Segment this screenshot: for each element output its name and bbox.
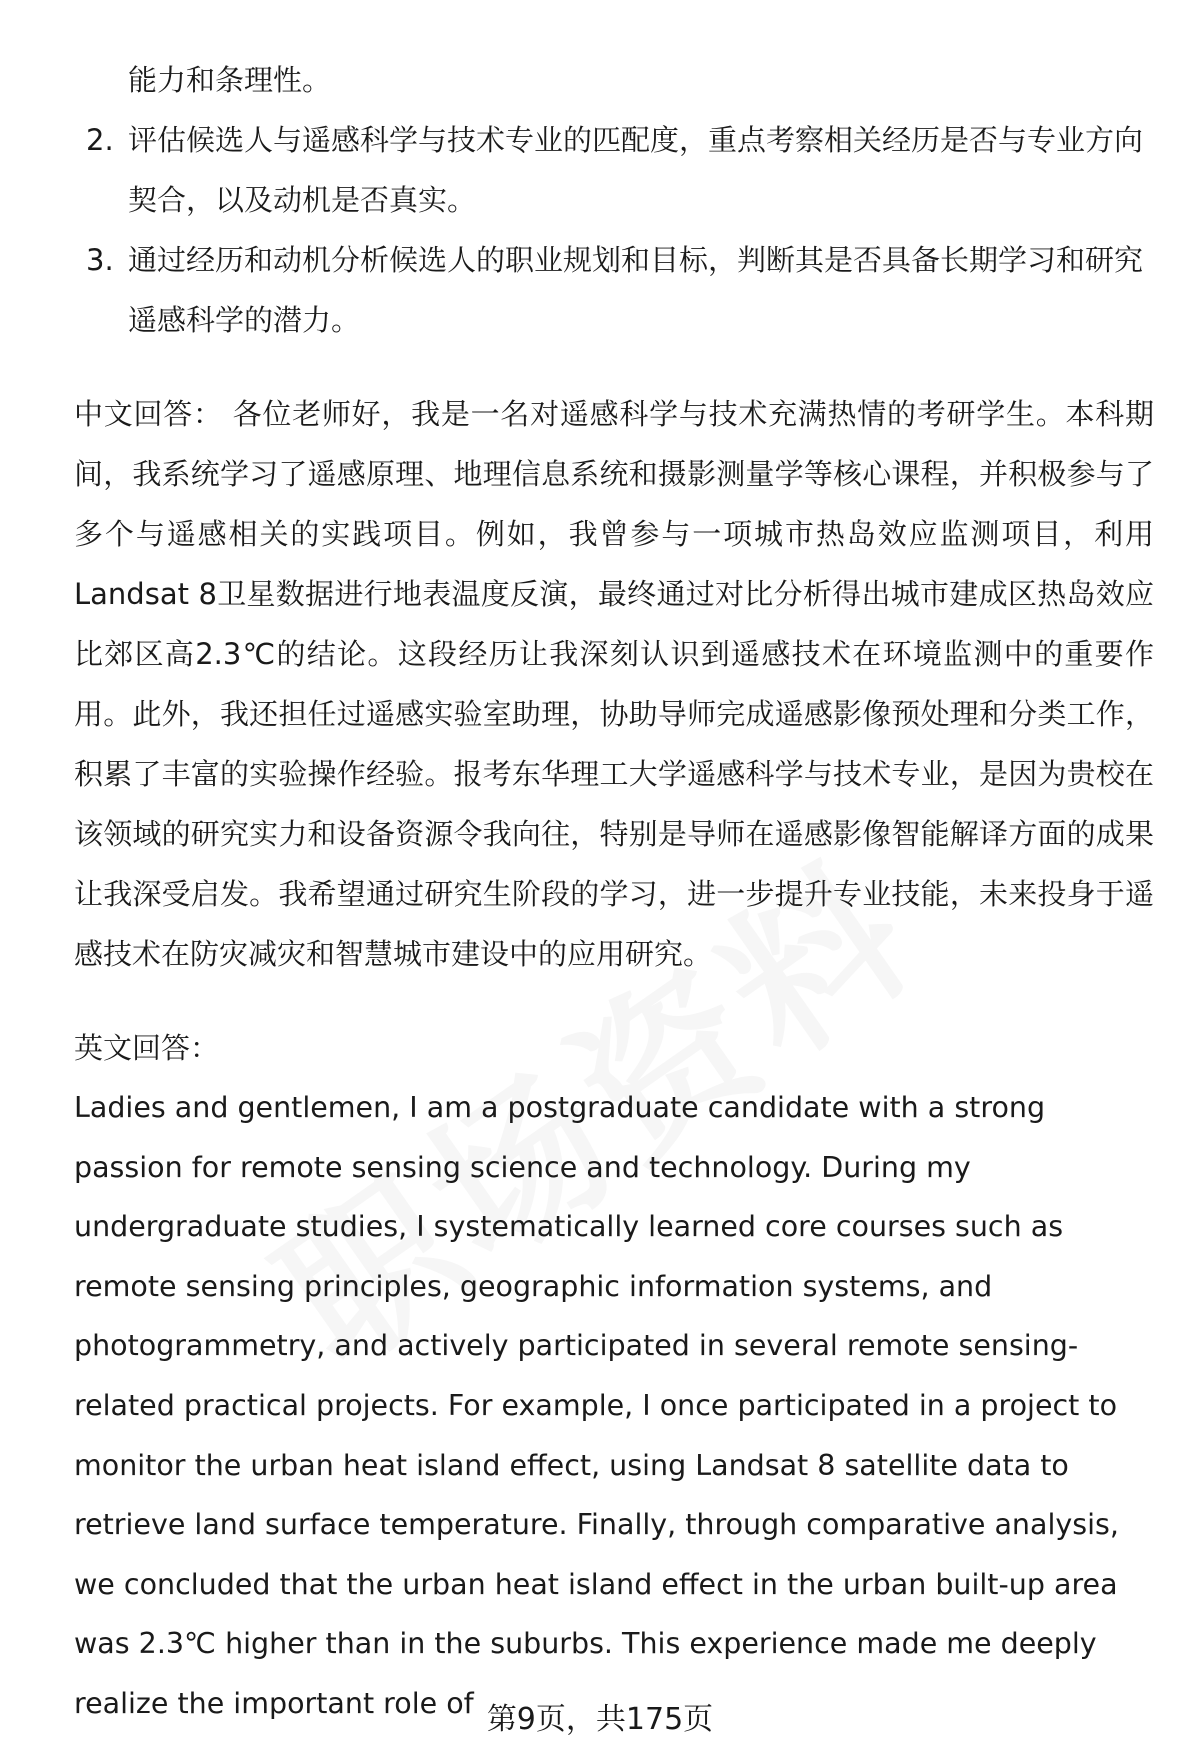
list-item-text: 通过经历和动机分析候选人的职业规划和目标，判断其是否具备长期学习和研究遥感科学的潜力。: [128, 243, 1144, 337]
chinese-answer-text: 各位老师好，我是一名对遥感科学与技术充满热情的考研学生。本科期间，我系统学习了遥感原理、地理信息系统和摄影测量学等核心课程，并积极参与了多个与遥感相关的实践项目。例如，我曾参与一项城市热岛效应监测项目，利用Landsat 8卫星数据进行地表温度反演，最终通过对比分析得出城市建成区热岛效应比郊区高2.3℃的结论。这段经历让我深刻认识到遥感技术在环境监测中的重要作用。此外，我还担任过遥感实验室助理，协助导师完成遥感影像预处理和分类工作，积累了丰富的实验操作经验。报考东华理工大学遥感科学与技术专业，是因为贵校在该领域的研究实力和设备资源令我向往，特别是导师在遥感影像智能解译方面的成果让我深受启发。我希望通过研究生阶段的学习，进一步提升专业技能，未来投身于遥感技术在防灾减灾和智慧城市建设中的应用研究。: [74, 397, 1154, 971]
list-item-number: 2.: [86, 123, 114, 157]
criteria-list: [74, 110, 1154, 350]
continued-text: 能力和条理性。: [128, 63, 332, 97]
list-item-text: 评估候选人与遥感科学与技术专业的匹配度，重点考察相关经历是否与专业方向契合，以及动机是否真实。: [128, 123, 1144, 217]
page-content: [74, 50, 1154, 1734]
chinese-answer: [74, 384, 1154, 984]
list-item-number: 3.: [86, 243, 114, 277]
english-answer-text: Ladies and gentlemen, I am a postgraduate candidate with a strong passion for remote sensing science and technology. During my undergraduate studies, I systematically learned core courses such as remote sensing principles, geographic information systems, and photogrammetry, and actively participated in several remote sensing-related practical projects. For example, I once participated in a project to monitor the urban heat island effect, using Landsat 8 satellite data to retrieve land surface temperature. Finally, through comparative analysis, we concluded that the urban heat island effect in the urban built-up area was 2.3℃ higher than in the suburbs. This experience made me deeply realize the important role of: [74, 1091, 1119, 1720]
page-number: 第9页，共175页: [486, 1702, 714, 1737]
list-item: [74, 230, 1154, 350]
list-item: [74, 110, 1154, 230]
chinese-answer-label: 中文回答：: [74, 397, 223, 431]
english-answer-label: 英文回答：: [74, 1031, 220, 1065]
